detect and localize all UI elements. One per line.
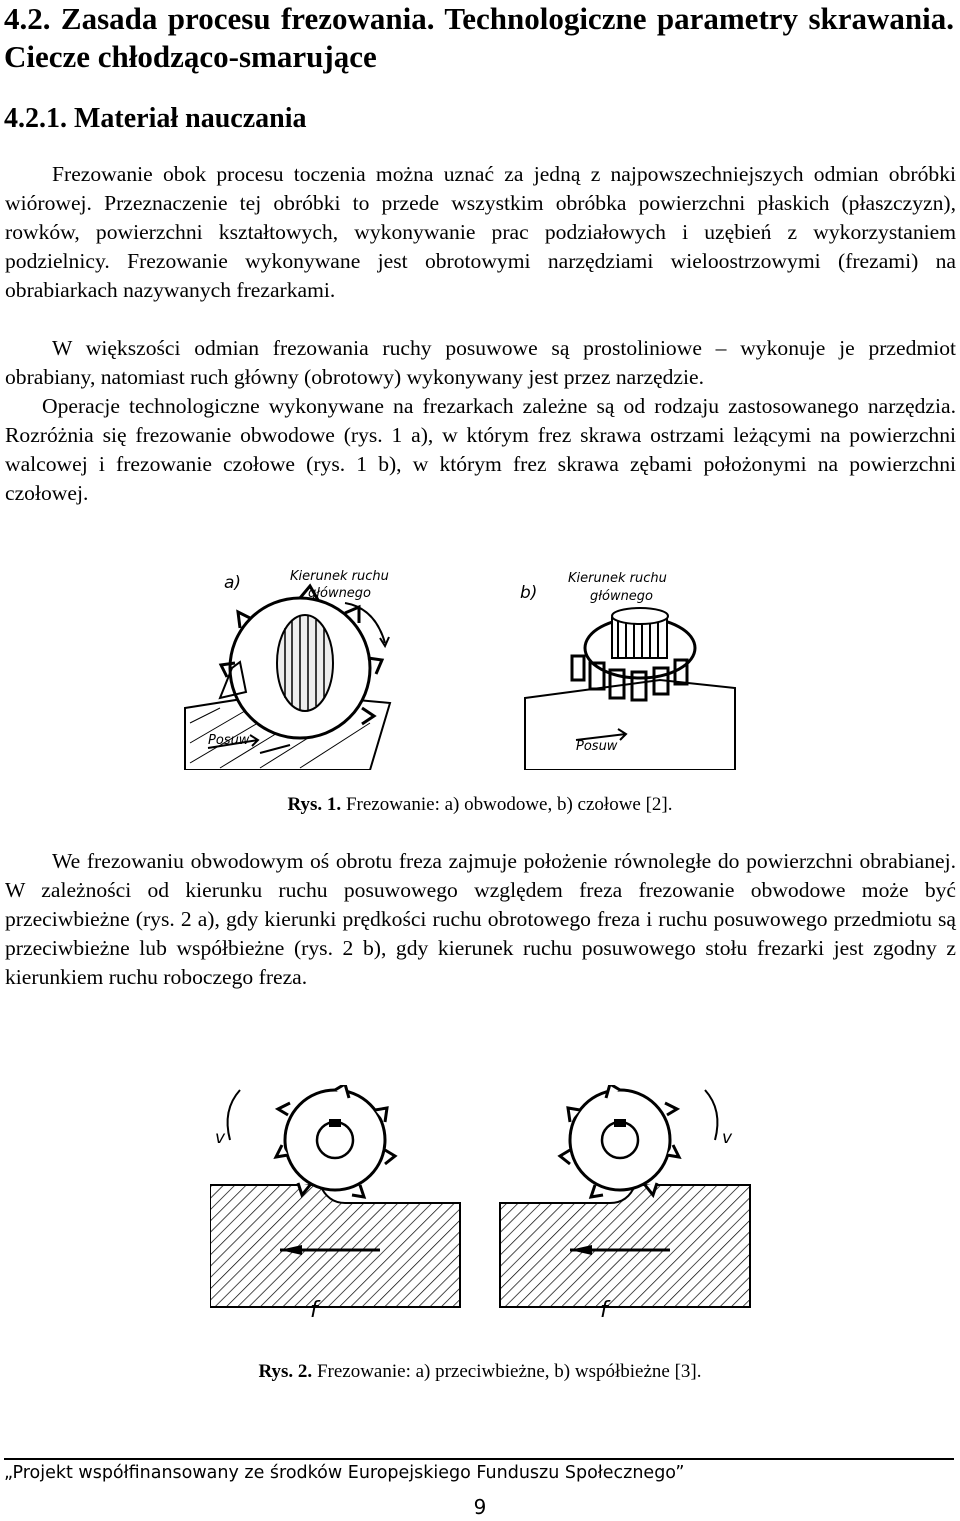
figure-1a-peripheral-milling (185, 569, 390, 770)
figure-1-caption (0, 793, 960, 817)
paragraph-4: We frezowaniu obwodowym oś obrotu freza zajmuje położenie równoległe do powierzchni obrabianej. W zależności od kierunku ruchu posuwowego względem freza frezowanie obwodowe może być przeciwbieżne (rys. 2 a), gdy kierunki prędkości ruchu obrotowego freza i ruchu posuwowego przedmiotu są przeciwbieżne lub współbieżne (rys. 2 b), gdy kierunek ruchu posuwowego stołu frezarki jest zgodny z kierunkiem ruchu roboczego freza. (5, 849, 956, 989)
figure-1b-label: b) (520, 583, 538, 603)
figure-2-milling-direction (210, 1085, 755, 1335)
figure-2a-feed-label: f (310, 1298, 318, 1323)
figure-1b-direction-line1: Kierunek ruchu (568, 571, 667, 586)
figure-2b-down-milling (500, 1085, 750, 1323)
paragraph-2: W większości odmian frezowania ruchy posuwowe są prostoliniowe – wykonuje je przedmiot obrabiany, natomiast ruch główny (obrotowy) wykonywany jest przez narzędzie. (5, 336, 956, 389)
figure-2-caption-label: Rys. 2. (258, 1361, 313, 1382)
figure-1b-face-milling (520, 571, 735, 770)
footer-divider (4, 1458, 954, 1460)
figure-1b-feed-label: Posuw (576, 739, 618, 754)
figure-2-caption (0, 1360, 960, 1384)
figure-2-caption-text: Frezowanie: a) przeciwbieżne, b) współbieżne [3]. (312, 1361, 702, 1382)
page-number: 9 (473, 1495, 487, 1519)
figure-1-caption-label: Rys. 1. (287, 794, 342, 815)
figure-2a-velocity-label: v (215, 1128, 226, 1148)
figure-1a-direction-line2: głównego (308, 586, 372, 601)
paragraph-3: Operacje technologiczne wykonywane na frezarkach zależne są od rodzaju zastosowanego narzędzia. Rozróżnia się frezowanie obwodowe (rys. 1 a), w którym frez skrawa ostrzami leżącymi na powierzchni walcowej i frezowanie czołowe (rys. 1 b), w którym frez skrawa zębami położonymi na powierzchni czołowej. (5, 394, 956, 505)
figure-1-milling-illustration (180, 558, 740, 770)
paragraph-1: Frezowanie obok procesu toczenia można uznać za jedną z najpowszechniejszych odmian obróbki wiórowej. Przeznaczenie tej obróbki to przede wszystkim obróbka powierzchni płaskich (płaszczyzn), rowków, powierzchni kształtowych, wykonywanie prac podziałowych i uzębień z wykorzystaniem podzielnicy. Frezowanie wykonywane jest obrotowymi narzędziami wieloostrzowymi (frezami) na obrabiarkach nazywanych frezarkami. (5, 162, 956, 302)
figure-2b-feed-label: f (600, 1298, 608, 1323)
figure-2b-velocity-label: v (722, 1128, 733, 1148)
section-heading: 4.2. Zasada procesu frezowania. Technologiczne parametry skrawania. Ciecze chłodząco-smarujące (4, 1, 954, 74)
subsection-heading: 4.2.1. Materiał nauczania (4, 103, 307, 134)
figure-1a-label: a) (224, 573, 242, 593)
figure-2a-up-milling (210, 1085, 460, 1323)
figure-1-caption-text: Frezowanie: a) obwodowe, b) czołowe [2]. (341, 794, 673, 815)
figure-1b-direction-line2: głównego (590, 589, 654, 604)
footer-note: „Projekt współfinansowany ze środków Europejskiego Funduszu Społecznego” (4, 1463, 685, 1483)
figure-1a-feed-label: Posuw (208, 733, 250, 748)
figure-1a-direction-line1: Kierunek ruchu (290, 569, 389, 584)
